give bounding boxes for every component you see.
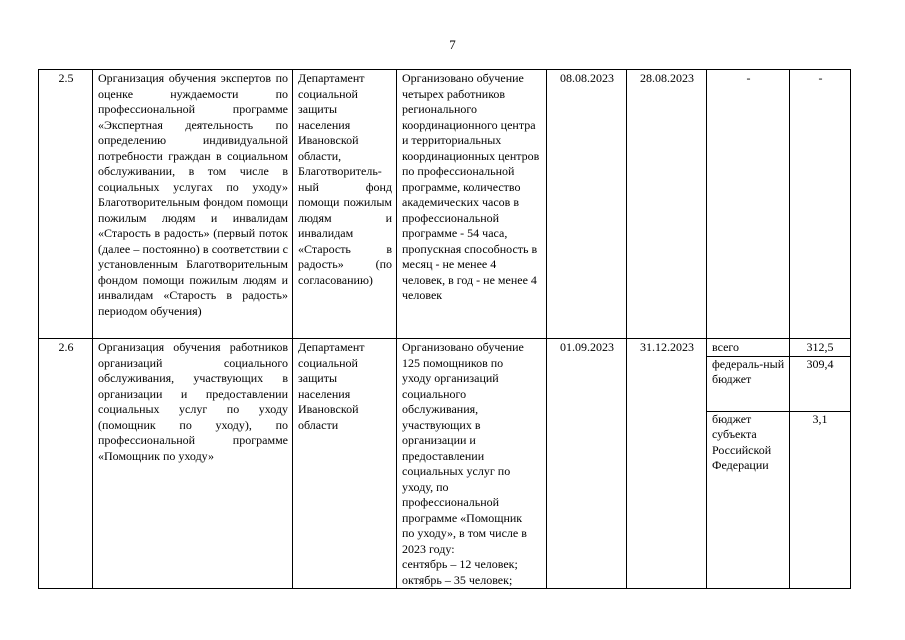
executor-cell: Департамент социальной защиты населения Ивановской области [293, 339, 397, 589]
result-cell [397, 339, 547, 589]
end-date-cell: 28.08.2023 [627, 70, 707, 339]
result-line: уходу, по [402, 479, 449, 494]
result-line: сентябрь – 12 человек; [402, 557, 518, 571]
funding-amount-regional [790, 411, 850, 428]
end-date-cell: 31.12.2023 [627, 339, 707, 589]
funding-amount-regional-value: 3,1 [812, 411, 828, 426]
funding-source-regional-label: бюджет субъекта Российской Федерации [712, 411, 772, 472]
row-number: 2.6 [39, 339, 93, 589]
funding-amount-cell: - [790, 70, 851, 339]
funding-source-federal-label: федераль-ный бюджет [712, 356, 785, 386]
result-line: 125 помощников по [402, 355, 504, 370]
table-row [39, 339, 851, 589]
funding-amount-cell [790, 339, 851, 589]
funding-source-regional [707, 411, 789, 474]
result-line: программе «Помощник [402, 510, 523, 525]
result-line: октябрь – 35 человек; [402, 572, 513, 587]
start-date-cell: 08.08.2023 [547, 70, 627, 339]
funding-source-federal [707, 356, 789, 411]
funding-source-total: всего [712, 340, 740, 354]
result-line: обслуживания, [402, 402, 479, 416]
result-line: социальных услуг по [402, 464, 511, 478]
funding-amount-federal-value: 309,4 [806, 356, 834, 371]
result-line: профессиональной [402, 495, 500, 509]
table-row [39, 70, 851, 339]
result-line: участвующих в [402, 417, 481, 432]
row-number: 2.5 [39, 70, 93, 339]
activity-cell: Организация обучения экспертов по оценке нуждаемости по профессиональной программе «Экспертная деятельность по определению индивидуальной потребности граждан в социальном обслуживании, в том числе в социальных услугах по уходу» Благотворительным фондом помощи пожилым людям и инвалидам «Старость в радость» (первый поток (далее – постоянно) в соответствии с установленным Благотворительным фондом помощи пожилым людям и инвалидам «Старость в радость» периодом обучения) [93, 70, 293, 339]
result-line: социального [402, 386, 467, 401]
result-line: предоставлении [402, 448, 485, 463]
result-line: организации и [402, 433, 476, 447]
result-line: 2023 году: [402, 541, 455, 556]
executor-cell: Департамент социальной защиты населения Ивановской области, Благотворитель-ный фонд помощи пожилым людям и инвалидам «Старость в радость» (по согласованию) [293, 70, 397, 339]
page-number: 7 [449, 37, 456, 52]
funding-source-cell [707, 339, 790, 589]
activity-cell: Организация обучения работников организаций социального обслуживания, участвующих в организации и предоставлении социальных услуг по уходу (помощник по уходу), по профессиональной программе «Помощник по уходу» [93, 339, 293, 589]
activity-plan-table [38, 69, 851, 589]
funding-source-cell: - [707, 70, 790, 339]
funding-amount-total: 312,5 [806, 340, 834, 354]
result-cell: Организовано обучение четырех работников регионального координационного центра и территориальных координационных центров по профессиональной программе, количество академических часов в профессиональной программе - 54 часа, пропускная способность в месяц - не менее 4 человек, в год - не менее 4 человек [397, 70, 547, 339]
funding-amount-federal [790, 356, 850, 411]
start-date-cell: 01.09.2023 [547, 339, 627, 589]
result-line: по уходу», в том числе в [402, 526, 527, 540]
result-line: Организовано обучение [402, 340, 524, 354]
result-line: уходу организаций [402, 371, 499, 385]
